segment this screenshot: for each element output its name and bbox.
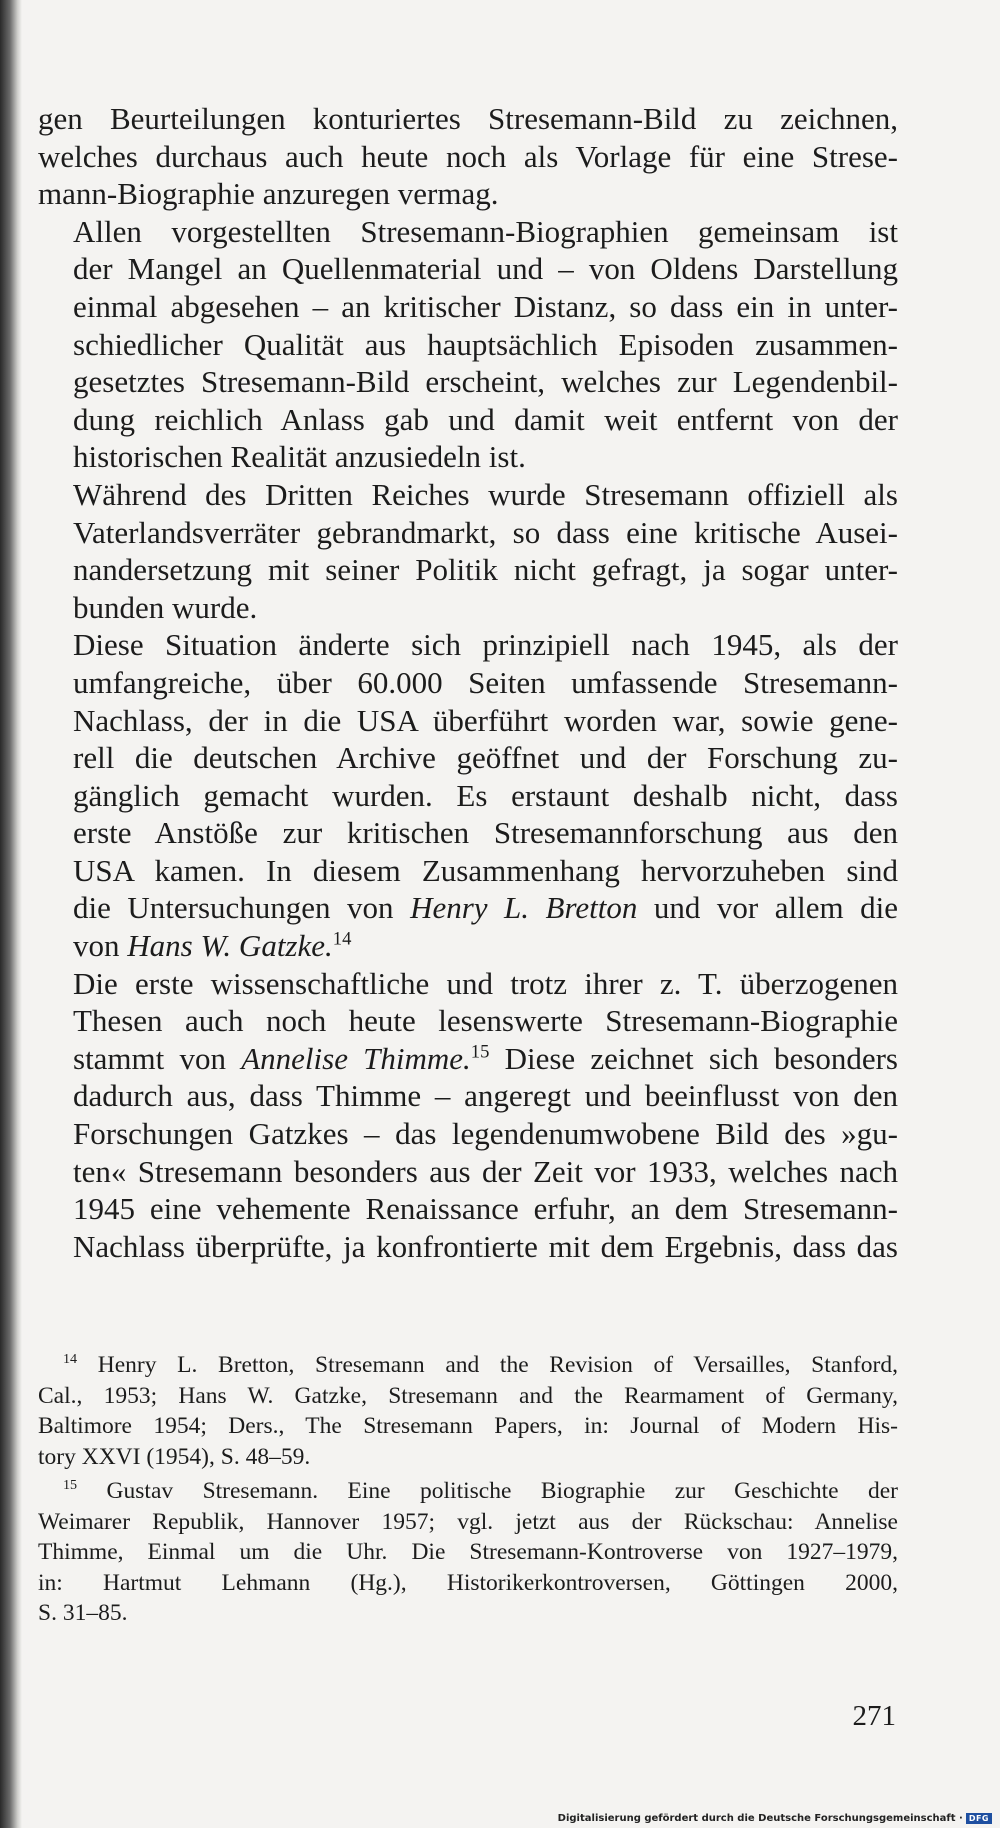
footnote-line: Cal., 1953; Hans W. Gatzke, Stresemann and the Rearmament of Germany, — [38, 1382, 898, 1409]
text-run: stammt von — [73, 1040, 242, 1076]
text-run: die Untersuchungen von — [73, 890, 411, 926]
dfg-logo: DFG — [966, 1813, 992, 1824]
footnote-line: in: Hartmut Lehmann (Hg.), Historikerkontroversen, Göttingen 2000, — [38, 1569, 898, 1596]
text-line: 1945 eine vehemente Renaissance erfuhr, an dem Stresemann- — [73, 1191, 898, 1227]
text-line: rell die deutschen Archive geöffnet und der Forschung zu- — [73, 740, 898, 776]
paragraph-3 — [38, 476, 898, 626]
paragraph-5 — [38, 965, 898, 1266]
text-line: Nachlass überprüfte, ja konfrontierte mit dem Ergebnis, dass das — [73, 1228, 898, 1264]
text-line: Vaterlandsverräter gebrandmarkt, so dass eine kritische Ausei- — [73, 514, 898, 550]
text-line: USA kamen. In diesem Zusammenhang hervorzuheben sind — [73, 852, 898, 888]
author-name-italic: Henry L. Bretton — [410, 890, 638, 926]
text-line: dadurch aus, dass Thimme – angeregt und beeinflusst von den — [73, 1078, 898, 1114]
footnote-15 — [38, 1476, 898, 1629]
text-line: Nachlass, der in die USA überführt worden war, sowie gene- — [73, 702, 898, 738]
footnotes — [38, 1350, 898, 1633]
text-line: einmal abgesehen – an kritischer Distanz, so dass ein in unter- — [73, 288, 898, 324]
text-line: bunden wurde. — [73, 589, 258, 625]
text-line: nandersetzung mit seiner Politik nicht gefragt, ja sogar unter- — [73, 552, 898, 588]
paragraph-2 — [38, 213, 898, 476]
text-line: ten« Stresemann besonders aus der Zeit vor 1933, welches nach — [73, 1153, 898, 1189]
text-line: Forschungen Gatzkes – das legendenumwobene Bild des »gu- — [73, 1116, 898, 1152]
text-line: welches durchaus auch heute noch als Vorlage für eine Strese- — [38, 138, 898, 174]
text-line: gänglich gemacht wurden. Es erstaunt deshalb nicht, dass — [73, 777, 898, 813]
digitization-credit — [558, 1813, 992, 1824]
page-number: 271 — [852, 1700, 896, 1732]
paragraph-4 — [38, 626, 898, 964]
footnote-number: 14 — [63, 1351, 78, 1368]
paragraph-1 — [38, 100, 898, 213]
footnote-number: 15 — [63, 1477, 78, 1494]
text-run: und vor allem die — [637, 890, 899, 926]
text-line: mann-Biographie anzuregen vermag. — [38, 176, 499, 212]
footnote-ref-14: 14 — [332, 928, 352, 950]
text-run: Henry L. Bretton, Stresemann and the Revision of Versailles, Stanford, — [97, 1352, 898, 1378]
text-line — [38, 889, 898, 927]
text-run: Diese zeichnet sich besonders — [489, 1040, 898, 1076]
text-line: historischen Realität anzusiedeln ist. — [73, 439, 526, 475]
text-line: Die erste wissenschaftliche und trotz ihrer z. T. überzogenen — [73, 965, 898, 1001]
credit-text: Digitalisierung gefördert durch die Deutsche Forschungsgemeinschaft · — [557, 1813, 963, 1824]
text-line: gen Beurteilungen konturiertes Stresemann-Bild zu zeichnen, — [38, 101, 898, 136]
author-name-italic: Hans W. Gatzke. — [127, 928, 333, 964]
text-run: Gustav Stresemann. Eine politische Biographie zur Geschichte der — [106, 1478, 899, 1504]
footnote-ref-15: 15 — [470, 1041, 490, 1063]
footnote-line: S. 31–85. — [38, 1600, 128, 1626]
text-line: erste Anstöße zur kritischen Stresemannforschung aus den — [73, 815, 898, 851]
text-line: Thesen auch noch heute lesenswerte Stresemann-Biographie — [73, 1003, 898, 1039]
text-line: Allen vorgestellten Stresemann-Biographien gemeinsam ist — [73, 213, 898, 249]
footnote-line: Weimarer Republik, Hannover 1957; vgl. jetzt aus der Rückschau: Annelise — [38, 1508, 898, 1535]
text-line: gesetztes Stresemann-Bild erscheint, welches zur Legendenbil- — [73, 364, 898, 400]
text-line — [38, 1040, 898, 1078]
footnote-line: tory XXVI (1954), S. 48–59. — [38, 1443, 311, 1470]
text-run: von — [73, 928, 128, 964]
footnote-line: Thimme, Einmal um die Uhr. Die Stresemann-Kontroverse von 1927–1979, — [38, 1539, 898, 1565]
text-line — [38, 927, 898, 965]
book-spine-shadow — [0, 0, 22, 1828]
author-name-italic: Annelise Thimme. — [241, 1040, 471, 1076]
footnote-14 — [38, 1350, 898, 1472]
text-line: schiedlicher Qualität aus hauptsächlich Episoden zusammen- — [73, 326, 898, 362]
text-line: dung reichlich Anlass gab und damit weit entfernt von der — [73, 401, 898, 437]
text-line: Während des Dritten Reiches wurde Stresemann offiziell als — [73, 476, 898, 512]
footnote-line — [38, 1350, 898, 1381]
text-line: der Mangel an Quellenmaterial und – von Oldens Darstellung — [73, 251, 898, 287]
text-line: umfangreiche, über 60.000 Seiten umfassende Stresemann- — [73, 664, 898, 700]
text-line: Diese Situation änderte sich prinzipiell nach 1945, als der — [73, 627, 898, 663]
footnote-line: Baltimore 1954; Ders., The Stresemann Papers, in: Journal of Modern His- — [38, 1413, 898, 1439]
footnote-line — [38, 1476, 898, 1507]
main-text — [38, 100, 898, 1265]
